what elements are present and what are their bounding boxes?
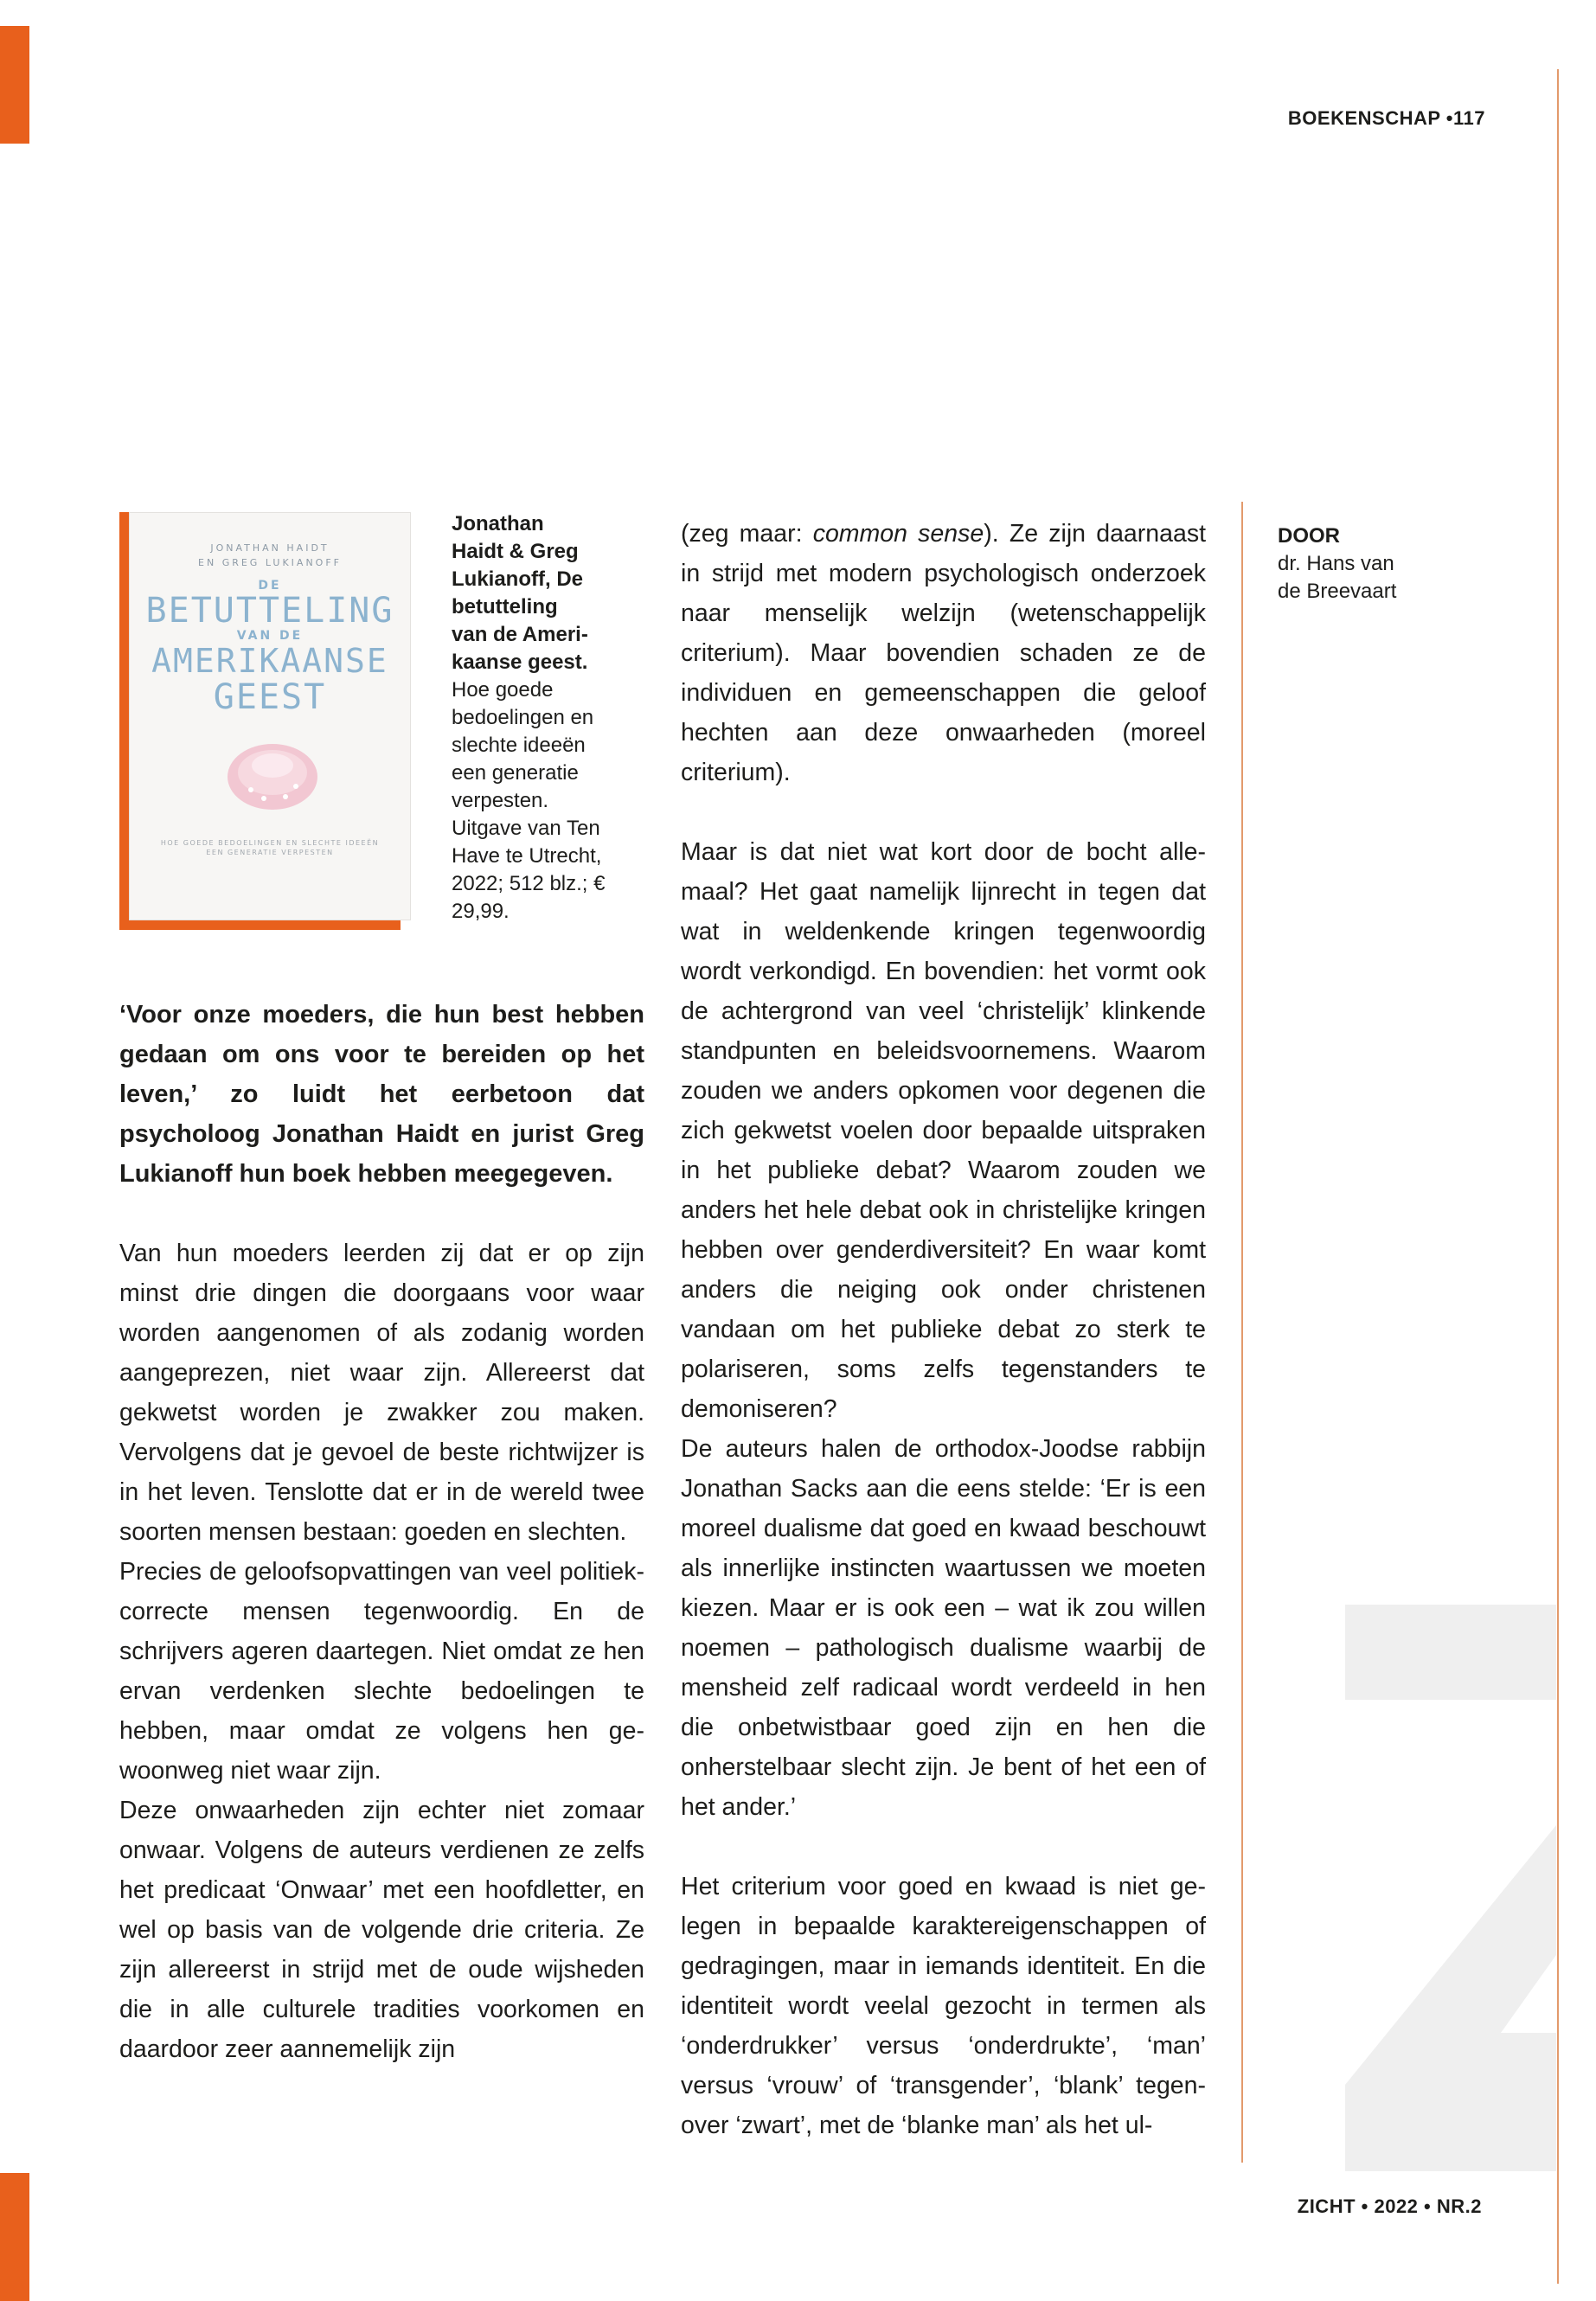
article-paragraph: Deze onwaarheden zijn echter niet zomaar onwaar. Volgens de auteurs verdienen ze zelfs het predicaat ‘Onwaar’ met een hoofdletter, en wel op basis van de volgende drie criteria. Ze zijn allereerst in strijd met de oude wijsheden die in alle culturele tradities voorkomen en daardoor zeer aannemelijk zijn <box>119 1797 644 2063</box>
cover-title-geest: GEEST <box>213 677 327 717</box>
text-run: ). Ze zijn daarnaast in strijd met modern psychologisch onderzoek naar menselijk welzijn (wetenschappelijk criterium). Maar bovendien schaden ze de individuen en gemeenschappen die geloof hechten aan deze onwaarheden (moreel criterium). <box>681 520 1206 786</box>
bottom-edge-accent <box>0 2173 29 2301</box>
article-paragraph: Van hun moeders leerden zij dat er op zijn minst drie dingen die doorgaans voor waar worden aangenomen of als zodanig worden aangeprezen, niet waar zijn. Allereerst dat gekwetst worden je zwakker zou maken. Vervolgens dat je gevoel de beste richtwijzer is in het leven. Tenslotte dat er in de wereld twee soorten mensen bestaan: goeden en slechten. <box>119 1240 644 1546</box>
italic-term: common sense <box>812 520 984 548</box>
byline-author-2: de Breevaart <box>1278 580 1397 603</box>
caption-bold-6: kaanse geest. <box>452 651 588 674</box>
caption-bold-5: van de Ameri- <box>452 623 588 646</box>
caption-bold-4: betutteling <box>452 595 558 619</box>
running-footer <box>1298 2195 1482 2218</box>
article-paragraph: Precies de geloofsopvattingen van veel politiek-correcte mensen tegenwoordig. En de schrijvers ageren daartegen. Niet omdat ze hen ervan verdenken slechte bedoelingen te hebben, maar omdat ze volgens hen gewoonweg niet waar zijn. <box>119 1558 644 1785</box>
top-edge-accent <box>0 26 29 144</box>
cover-title-betutteling: BETUTTELING <box>145 591 394 631</box>
caption-bold-1: Jonathan <box>452 512 544 535</box>
book-caption <box>452 510 625 926</box>
footer-separator-1: • <box>1361 2195 1368 2217</box>
article-column-1 <box>119 995 644 2069</box>
article-paragraph: Het criterium voor goed en kwaad is niet gelegen in bepaalde karaktereigenschappen of gedragingen, maar in iemands identiteit. En die identiteit wordt veelal gezocht in termen als ‘onderdrukker’ versus ‘onderdrukte’, ‘man’ versus ‘vrouw’ of ‘transgender’, ‘blank’ tegenover ‘zwart’, met de ‘blanke man’ als het ul- <box>681 1873 1206 2139</box>
caption-bold-3: Lukianoff, De <box>452 567 584 591</box>
caption-line-3: slechte ideeën <box>452 734 586 757</box>
cover-subtitle-2: EEN GENERATIE VERPESTEN <box>206 849 334 856</box>
caption-line-4: een generatie <box>452 761 579 785</box>
byline <box>1278 522 1468 606</box>
caption-line-1: Hoe goede <box>452 678 554 702</box>
cover-author-2: EN GREG LUKIANOFF <box>198 557 342 568</box>
caption-line-7: Have te Utrecht, <box>452 844 602 868</box>
caption-line-5: verpesten. <box>452 789 549 812</box>
text-run: (zeg maar: <box>681 520 813 548</box>
pacifier-illustration <box>216 729 329 824</box>
running-header <box>1288 107 1485 130</box>
byline-label: DOOR <box>1278 524 1340 548</box>
cover-title-de: DE <box>258 579 282 593</box>
caption-line-2: bedoelingen en <box>452 706 594 729</box>
decorative-shape-top <box>1345 1605 1556 1700</box>
caption-line-8: 2022; 512 blz.; € <box>452 872 606 895</box>
article-paragraph: Maar is dat niet wat kort door de bocht allemaal? Het gaat namelijk lijnrecht in tegen dat wat in weldenkende kringen tegenwoordig wordt verkondigd. En bovendien: het vormt ook de achtergrond van veel ‘christelijk’ klinkende standpunten en beleidsvoornemens. Waarom zouden we anders opkomen voor degenen die zich gekwetst voelen door bepaalde uitspraken in het publieke debat? Waarom zouden we anders het hele debat ook in christelijke kringen hebben over genderdiversiteit? En waar komt anders die neiging ook onder christenen vandaan om het publieke debat zo sterk te polariseren, soms zelfs tegenstanders te demoniseren? <box>681 838 1206 1423</box>
header-separator: • <box>1445 107 1453 129</box>
article-paragraph: De auteurs halen de orthodox-Joodse rabbijn Jonathan Sacks aan die eens stelde: ‘Er is een moreel dualisme dat goed en kwaad beschouwt als innerlijke instincten waartussen we moeten kiezen. Maar er is ook een – wat ik zou willen noemen – pathologisch dualisme waarbij de mensheid zelf radicaal wordt verdeeld in hen die onbetwistbaar goed zijn en hen die onherstelbaar slecht zijn. Je bent of het een of het ander.’ <box>681 1435 1206 1821</box>
cover-subtitle <box>130 838 410 857</box>
cover-authors <box>130 541 410 570</box>
cover-title-van-de: VAN DE <box>236 629 304 643</box>
decorative-shape-diagonal <box>1345 1825 1556 2171</box>
book-cover <box>129 512 411 920</box>
issue-number: NR.2 <box>1436 2195 1482 2217</box>
caption-bold-2: Haidt & Greg <box>452 540 579 563</box>
cover-author-1: JONATHAN HAIDT <box>210 542 330 554</box>
column-rule <box>1241 502 1243 2163</box>
magazine-name: ZICHT <box>1297 2195 1356 2217</box>
page-number: 117 <box>1453 107 1485 129</box>
cover-subtitle-1: HOE GOEDE BEDOELINGEN EN SLECHTE IDEEËN <box>160 839 380 847</box>
caption-line-9: 29,99. <box>452 900 510 923</box>
article-lead: ‘Voor onze moeders, die hun best hebben gedaan om ons voor te bereiden op het leven,’ zo luidt het eerbetoon dat psycholoog Jonathan Haidt en jurist Greg Lukianoff hun boek hebben meegegeven. <box>119 1001 644 1188</box>
cover-title-amerikaanse: AMERIKAANSE <box>151 642 388 680</box>
section-name: BOEKENSCHAP <box>1287 107 1441 129</box>
caption-line-6: Uitgave van Ten <box>452 817 600 840</box>
footer-separator-2: • <box>1424 2195 1432 2217</box>
issue-year: 2022 <box>1374 2195 1419 2217</box>
article-column-2 <box>681 514 1206 2145</box>
byline-author-1: dr. Hans van <box>1278 552 1394 575</box>
article-paragraph <box>681 514 1206 792</box>
right-margin-rule <box>1557 69 1559 2284</box>
